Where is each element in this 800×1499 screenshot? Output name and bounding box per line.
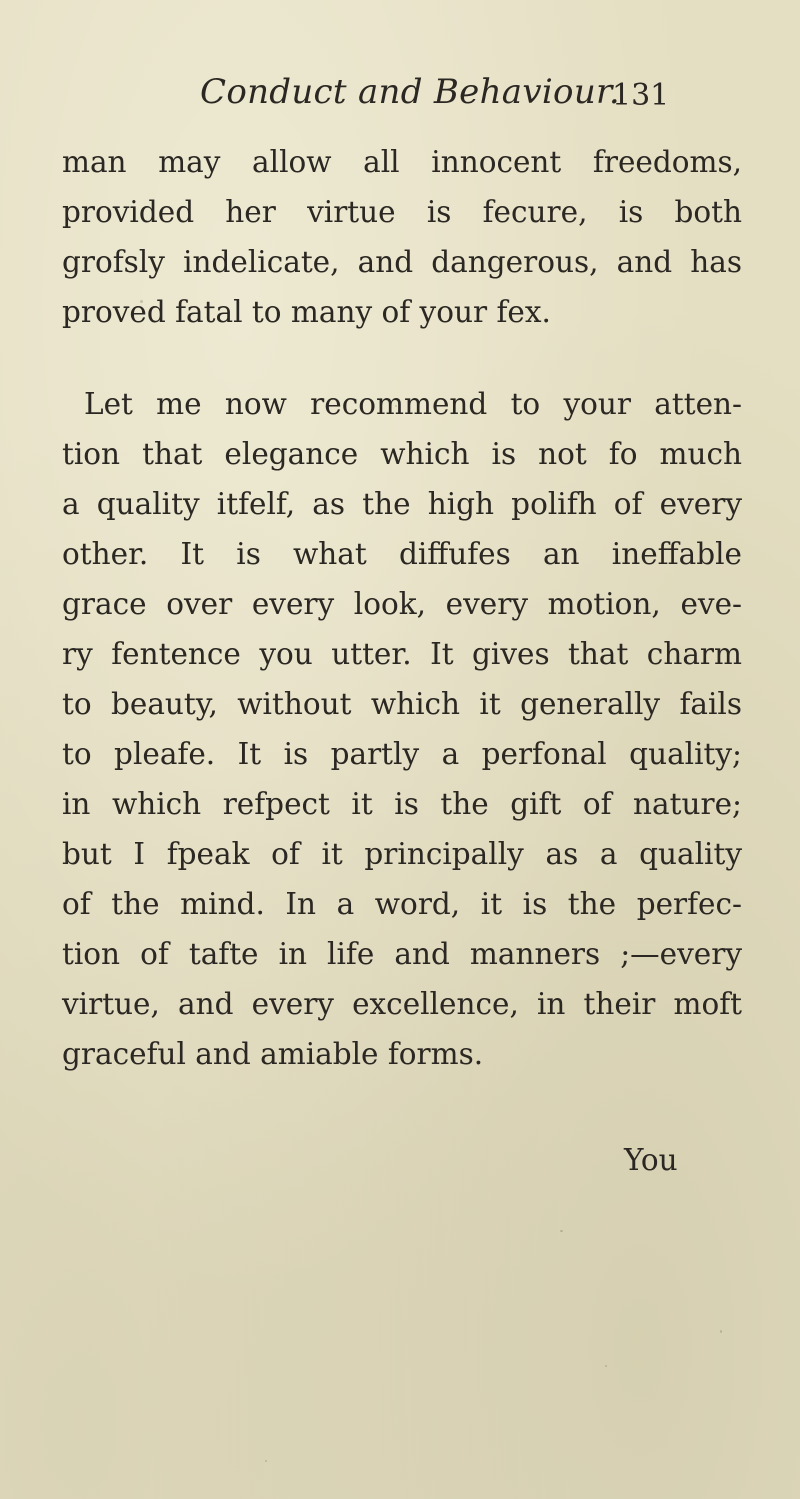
catchword: You	[624, 1143, 678, 1177]
text-line: virtue, and every excellence, in their moft	[62, 987, 742, 1021]
paper-speck	[720, 1330, 722, 1333]
paragraph-1	[62, 137, 742, 337]
text-line: proved fatal to many of your fex.	[62, 295, 551, 329]
body-text	[62, 137, 742, 1079]
text-line: of the mind. In a word, it is the perfec-	[62, 887, 742, 921]
text-line: grofsly indelicate, and dangerous, and has	[62, 245, 742, 279]
text-line: tion of tafte in life and manners ;—every	[62, 937, 742, 971]
text-line: ry fentence you utter. It gives that charm	[62, 637, 742, 671]
running-head	[0, 72, 800, 122]
text-line: tion that elegance which is not fo much	[62, 437, 742, 471]
paper-speck	[560, 1230, 563, 1232]
running-title: Conduct and Behaviour.	[200, 72, 620, 112]
paper-speck	[140, 300, 143, 303]
paragraph-gap	[62, 337, 742, 379]
page-number: 131	[612, 78, 670, 113]
text-line: in which refpect it is the gift of nature;	[62, 787, 742, 821]
text-line: a quality itfelf, as the high polifh of every	[62, 487, 742, 521]
text-line: graceful and amiable forms.	[62, 1037, 484, 1071]
paragraph-2	[62, 379, 742, 1079]
text-line: grace over every look, every motion, eve-	[62, 587, 742, 621]
paper-speck	[265, 1460, 267, 1462]
text-line: to beauty, without which it generally fails	[62, 687, 742, 721]
text-line: man may allow all innocent freedoms,	[62, 145, 742, 179]
text-line: provided her virtue is fecure, is both	[62, 195, 742, 229]
text-line: to pleafe. It is partly a perfonal quality;	[62, 737, 742, 771]
text-line: but I fpeak of it principally as a quality	[62, 837, 742, 871]
text-line: Let me now recommend to your atten-	[84, 387, 742, 421]
text-line: other. It is what diffufes an ineffable	[62, 537, 742, 571]
paper-speck	[395, 405, 397, 407]
paper-speck	[605, 1365, 607, 1367]
